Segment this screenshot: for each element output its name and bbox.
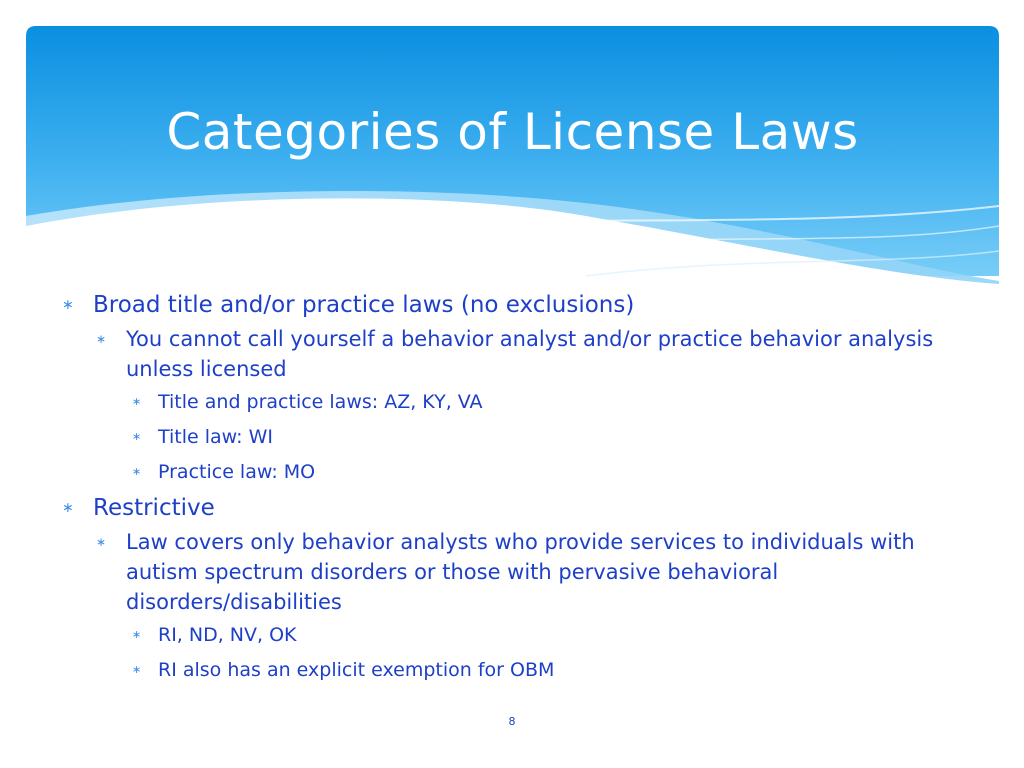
asterisk-bullet-icon: ∗ <box>62 297 74 313</box>
list-item-text: Restrictive <box>93 495 215 521</box>
bullet-list <box>62 288 982 691</box>
title-banner <box>26 26 999 286</box>
list-item <box>62 527 982 617</box>
list-item-text: Title and practice laws: AZ, KY, VA <box>158 391 483 413</box>
asterisk-bullet-icon: ∗ <box>132 465 142 478</box>
asterisk-bullet-icon: ∗ <box>96 332 107 346</box>
list-item <box>62 324 982 384</box>
asterisk-bullet-icon: ∗ <box>132 395 142 408</box>
list-item <box>62 493 982 523</box>
list-item-text: Title law: WI <box>158 426 274 448</box>
list-item-text: Law covers only behavior analysts who provide services to individuals with autism spectrum disorders or those with pervasive behavioral disorders/disabilities <box>126 530 915 614</box>
asterisk-bullet-icon: ∗ <box>132 430 142 443</box>
list-item <box>62 458 982 486</box>
list-item-text: Broad title and/or practice laws (no exclusions) <box>93 292 635 318</box>
list-item-text: Practice law: MO <box>158 461 316 483</box>
list-item <box>62 656 982 684</box>
list-item-text: RI, ND, NV, OK <box>158 624 297 646</box>
asterisk-bullet-icon: ∗ <box>62 500 74 516</box>
list-item <box>62 423 982 451</box>
list-item-text: RI also has an explicit exemption for OBM <box>158 659 555 681</box>
asterisk-bullet-icon: ∗ <box>132 628 142 641</box>
page-number: 8 <box>508 715 516 728</box>
list-item <box>62 290 982 320</box>
list-item <box>62 621 982 649</box>
list-item <box>62 388 982 416</box>
slide-title: Categories of License Laws <box>166 103 859 161</box>
asterisk-bullet-icon: ∗ <box>96 535 107 549</box>
asterisk-bullet-icon: ∗ <box>132 663 142 676</box>
list-item-text: You cannot call yourself a behavior analyst and/or practice behavior analysis unless licensed <box>126 327 934 381</box>
